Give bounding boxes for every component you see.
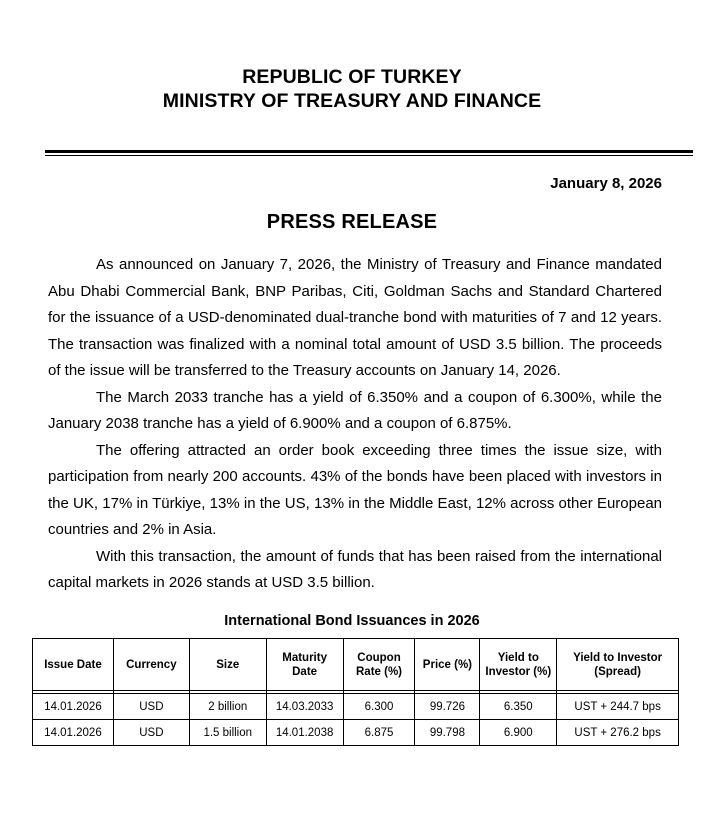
cell-spread: UST + 244.7 bps	[557, 694, 679, 720]
cell-maturity-date: 14.03.2033	[266, 694, 343, 720]
paragraph-2: The March 2033 tranche has a yield of 6.350% and a coupon of 6.300%, while the January 2038 tranche has a yield of 6.900% and a coupon of 6.875%.	[48, 388, 662, 432]
bond-issuances-table	[32, 638, 679, 746]
header-currency: Currency	[113, 639, 189, 691]
cell-issue-date: 14.01.2026	[33, 694, 114, 720]
cell-price: 99.798	[415, 720, 480, 746]
cell-size: 2 billion	[189, 694, 266, 720]
cell-coupon-rate: 6.875	[343, 720, 415, 746]
header-rule-thick	[45, 150, 693, 153]
table-row	[33, 694, 679, 720]
header-maturity-date: Maturity Date	[266, 639, 343, 691]
header-price: Price (%)	[415, 639, 480, 691]
country-heading: REPUBLIC OF TURKEY	[242, 66, 462, 88]
paragraph-4: With this transaction, the amount of funds that has been raised from the international capital markets in 2026 stands at USD 3.5 billion.	[48, 547, 662, 591]
cell-price: 99.726	[415, 694, 480, 720]
document-header	[0, 65, 704, 113]
table-row	[33, 720, 679, 746]
header-yield: Yield to Investor (%)	[480, 639, 557, 691]
cell-currency: USD	[113, 694, 189, 720]
paragraph-1: As announced on January 7, 2026, the Ministry of Treasury and Finance mandated Abu Dhabi Commercial Bank, BNP Paribas, Citi, Goldman Sachs and Standard Chartered for the issuance of a USD-denominated dual-tranche bond with maturities of 7 and 12 years. The transaction was finalized with a nominal total amount of USD 3.5 billion. The proceeds of the issue will be transferred to the Treasury accounts on January 14, 2026.	[48, 256, 662, 379]
header-rule-thin	[45, 155, 693, 156]
release-date: January 8, 2026	[550, 175, 662, 192]
cell-coupon-rate: 6.300	[343, 694, 415, 720]
cell-yield: 6.900	[480, 720, 557, 746]
press-release-title: PRESS RELEASE	[266, 211, 438, 233]
table-title: International Bond Issuances in 2026	[224, 613, 480, 629]
ministry-heading: MINISTRY OF TREASURY AND FINANCE	[162, 90, 542, 112]
header-coupon-rate: Coupon Rate (%)	[343, 639, 415, 691]
cell-issue-date: 14.01.2026	[33, 720, 114, 746]
paragraph-3: The offering attracted an order book exceeding three times the issue size, with participation from nearly 200 accounts. 43% of the bonds have been placed with investors in the UK, 17% in Türkiye, 13% in the US, 13% in the Middle East, 12% across other European countries and 2% in Asia.	[48, 441, 662, 538]
header-issue-date: Issue Date	[33, 639, 114, 691]
cell-currency: USD	[113, 720, 189, 746]
cell-spread: UST + 276.2 bps	[557, 720, 679, 746]
cell-yield: 6.350	[480, 694, 557, 720]
release-body	[48, 252, 662, 597]
cell-maturity-date: 14.01.2038	[266, 720, 343, 746]
table-header-row	[33, 639, 679, 691]
header-size: Size	[189, 639, 266, 691]
cell-size: 1.5 billion	[189, 720, 266, 746]
header-spread: Yield to Investor (Spread)	[557, 639, 679, 691]
